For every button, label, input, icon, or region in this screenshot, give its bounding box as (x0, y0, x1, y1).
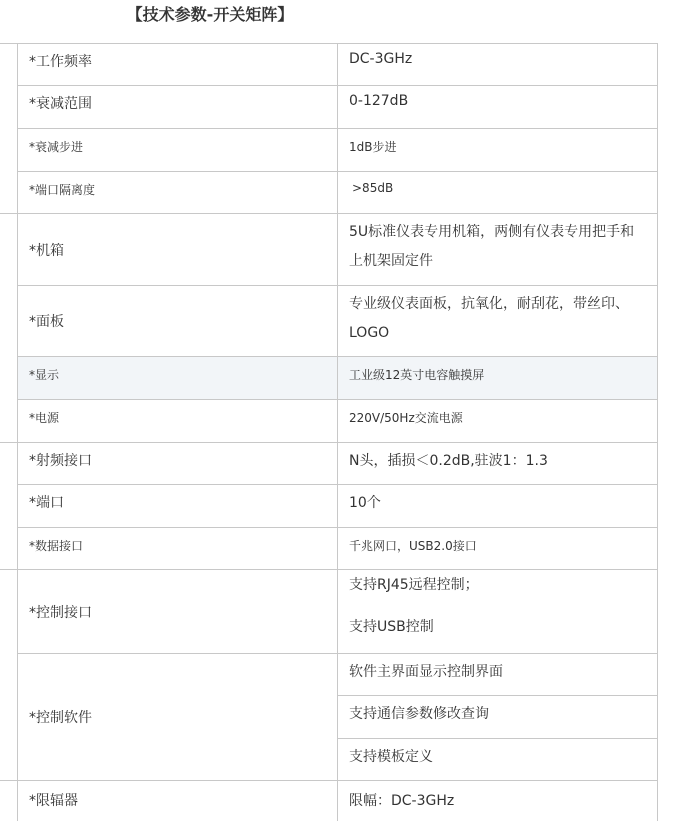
sub-row (338, 653, 657, 695)
spec-label: *控制软件 (29, 710, 92, 726)
table-row (0, 399, 681, 442)
table-row (0, 780, 681, 821)
spec-value: 0-127dB (349, 93, 409, 109)
table-row (0, 85, 681, 128)
spec-value: >85dB (352, 181, 394, 195)
spec-value: 专业级仪表面板，抗氧化，耐刮花，带丝印、LOGO (349, 296, 629, 341)
spec-label: *显示 (29, 368, 60, 382)
spec-label: *限辐器 (29, 793, 78, 809)
table-row (0, 285, 681, 356)
spec-value: 220V/50Hz交流电源 (349, 411, 463, 425)
table-row (0, 356, 681, 399)
sub-row (338, 738, 657, 780)
table-row (0, 527, 681, 569)
spec-label: *衰减步进 (29, 140, 84, 154)
table-row (0, 213, 681, 285)
spec-label: *面板 (29, 314, 64, 330)
spec-label: *衰减范围 (29, 96, 92, 112)
spec-value: 1dB步进 (349, 140, 397, 154)
spec-value: 限幅：DC-3GHz (349, 793, 455, 809)
spec-value: 支持模板定义 (349, 749, 433, 765)
spec-label: *端口隔离度 (29, 183, 96, 197)
spec-value: 支持USB控制 (349, 619, 434, 635)
spec-value: 10个 (349, 495, 381, 511)
table-row (0, 569, 681, 653)
spec-value: 工业级12英寸电容触摸屏 (349, 368, 485, 382)
spec-label: *控制接口 (29, 604, 92, 621)
sub-row (338, 695, 657, 738)
spec-label: *端口 (29, 495, 64, 511)
table-row (0, 128, 681, 171)
spec-value: 千兆网口，USB2.0接口 (349, 539, 477, 553)
table-row (0, 171, 681, 213)
spec-value: 软件主界面显示控制界面 (349, 664, 503, 680)
spec-label: *电源 (29, 411, 60, 425)
spec-label: *射频接口 (29, 453, 92, 469)
table-row (0, 442, 681, 484)
spec-value: N头，插损＜0.2dB,驻波1：1.3 (349, 453, 548, 469)
spec-table (0, 43, 681, 821)
spec-label: *机箱 (29, 242, 64, 259)
spec-value: 5U标准仪表专用机箱，两侧有仪表专用把手和上机架固定件 (349, 224, 635, 269)
spec-value: 支持通信参数修改查询 (349, 706, 489, 722)
spec-label: *工作频率 (29, 54, 92, 70)
spec-value: DC-3GHz (349, 51, 413, 67)
spec-label: *数据接口 (29, 539, 84, 553)
table-row (0, 43, 681, 85)
table-row (0, 653, 681, 780)
table-row (0, 484, 681, 527)
spec-value: 支持RJ45远程控制； (349, 577, 479, 593)
page-title: 【技术参数-开关矩阵】 (126, 5, 294, 24)
